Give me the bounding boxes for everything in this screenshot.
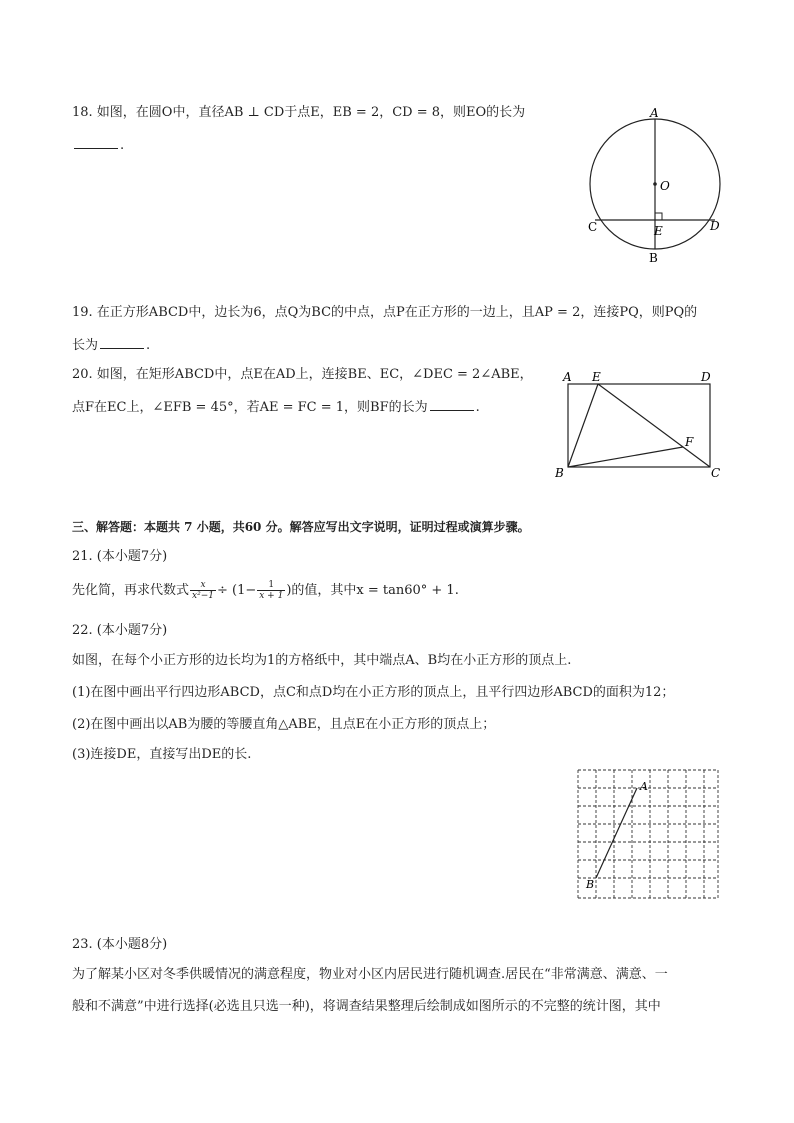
q21-mid: ÷ (1− xyxy=(216,583,257,598)
segment-ab xyxy=(596,788,637,878)
q22-part3-text: (3)连接DE，直接写出DE的长. xyxy=(72,747,252,762)
segment-bf xyxy=(568,447,683,467)
q22-grid-figure xyxy=(574,766,724,902)
right-angle-mark xyxy=(655,213,662,220)
q22-part3 xyxy=(72,746,251,764)
q23-text-1: 为了解某小区对冬季供暖情况的满意程度，物业对小区内居民进行随机调查.居民在“非常满意、满意、一 xyxy=(72,967,668,982)
label-d: D xyxy=(710,219,720,233)
label-o: O xyxy=(660,179,670,193)
q22-head xyxy=(72,622,167,640)
q19-line2 xyxy=(72,336,150,355)
q22-part2 xyxy=(72,716,495,734)
label-e: E xyxy=(592,370,601,384)
q21-pre: 先化简，再求代数式 xyxy=(72,583,190,598)
segment-ec xyxy=(598,384,710,467)
label-e: E xyxy=(654,224,663,238)
q22-part1 xyxy=(72,684,674,702)
q19-blank[interactable] xyxy=(100,336,144,349)
label-b: B xyxy=(649,251,658,265)
q22-intro xyxy=(72,652,571,670)
q20-blank[interactable] xyxy=(430,398,474,411)
q20-pre: 点F在EC上，∠EFB = 45°，若AE = FC = 1，则BF的长为 xyxy=(72,400,428,415)
q18-answer-line xyxy=(72,136,124,155)
q22-part1-text: (1)在图中画出平行四边形ABCD，点C和点D均在小正方形的顶点上，且平行四边形ABCD的面积为12； xyxy=(72,685,675,700)
q18-circle-figure xyxy=(580,100,730,270)
q21-fraction-1: $\frac{x}{\text{x²−1}}$ xyxy=(192,580,214,601)
q23-line2 xyxy=(72,998,661,1016)
label-b: B xyxy=(555,466,564,480)
label-c: C xyxy=(711,466,721,480)
q23-title: 23. (本小题8分) xyxy=(72,937,168,952)
label-a: A xyxy=(650,106,659,120)
section-3-text: 三、解答题：本题共 7 小题，共60 分。解答应写出文字说明，证明过程或演算步骤。 xyxy=(72,520,530,534)
q23-text-2: 般和不满意”中进行选择(必选且只选一种)，将调查结果整理后绘制成如图所示的不完整的统计图，其中 xyxy=(72,999,661,1014)
q20-line1 xyxy=(72,366,533,384)
q21-fraction-2: $\frac{1}{x + 1}$ xyxy=(259,580,284,601)
section-3-heading xyxy=(72,518,530,536)
center-dot xyxy=(653,182,657,186)
grid-lines xyxy=(578,770,718,898)
q18-statement: 18. 如图，在圆O中，直径AB ⊥ CD于点E，EB = 2，CD = 8，则EO的长为 xyxy=(72,105,526,120)
q21-body xyxy=(72,580,459,601)
q21-post: )的值，其中x = tan60° + 1. xyxy=(286,583,459,598)
label-c: C xyxy=(588,220,598,234)
label-a: A xyxy=(563,370,572,384)
q23-line1 xyxy=(72,966,668,984)
q19-pre: 长为 xyxy=(72,338,99,353)
label-a: A xyxy=(640,780,648,793)
segment-be xyxy=(568,384,598,467)
q18-tail: . xyxy=(120,138,125,153)
q19-line1 xyxy=(72,304,697,322)
q22-title: 22. (本小题7分) xyxy=(72,623,168,638)
q20-rectangle-figure xyxy=(555,368,730,480)
q21-head xyxy=(72,548,167,566)
q18-text xyxy=(72,104,525,122)
q19-statement: 19. 在正方形ABCD中，边长为6，点Q为BC的中点，点P在正方形的一边上，且AP = 2，连接PQ，则PQ的 xyxy=(72,305,698,320)
label-b: B xyxy=(586,878,595,891)
label-f: F xyxy=(685,435,694,449)
q23-head xyxy=(72,936,167,954)
q18-blank[interactable] xyxy=(74,136,118,149)
q22-part2-text: (2)在图中画出以AB为腰的等腰直角△ABE，且点E在小正方形的顶点上； xyxy=(72,717,496,732)
q21-title: 21. (本小题7分) xyxy=(72,549,168,564)
q22-intro-text: 如图，在每个小正方形的边长均为1的方格纸中，其中端点A、B均在小正方形的顶点上. xyxy=(72,653,572,668)
q20-line2 xyxy=(72,398,480,417)
q20-statement: 20. 如图，在矩形ABCD中，点E在AD上，连接BE、EC，∠DEC = 2∠ABE， xyxy=(72,367,533,382)
q19-post: . xyxy=(146,338,151,353)
label-d: D xyxy=(701,370,711,384)
q20-post: . xyxy=(475,400,480,415)
